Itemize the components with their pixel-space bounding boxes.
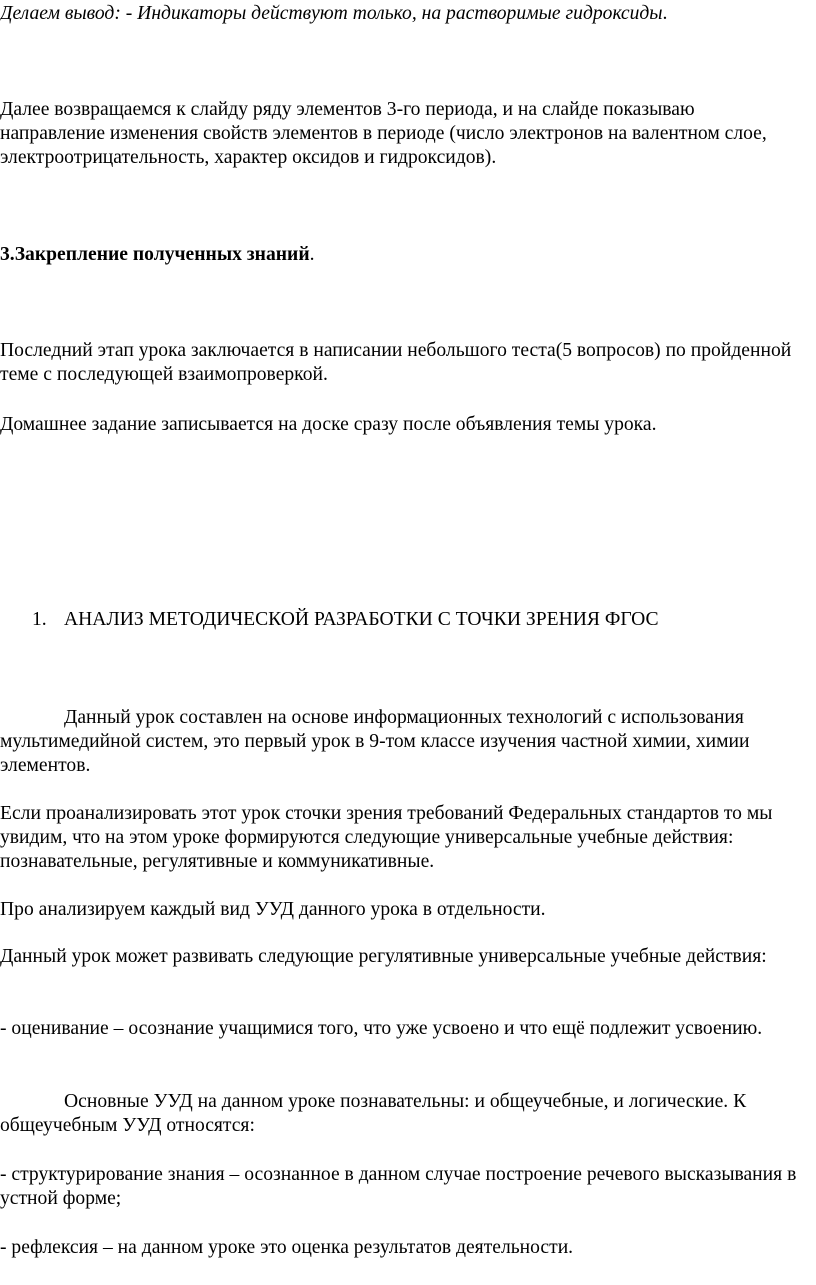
regulative-intro-paragraph: Данный урок может развивать следующие регулятивные универсальные учебные действия: bbox=[0, 946, 767, 967]
structuring-paragraph: - структурирование знания – осознанное в данном случае построение речевого высказывания в устной форме; bbox=[0, 1164, 797, 1209]
uud-analysis-paragraph: Про анализируем каждый вид УУД данного урока в отдельности. bbox=[0, 899, 546, 920]
section3-heading bbox=[0, 243, 800, 267]
evaluation-paragraph: - оценивание – осознание учащимися того, что уже усвоено и что ещё подлежит усвоению. bbox=[0, 1018, 763, 1039]
lesson-basis-paragraph: Данный урок составлен на основе информационных технологий с использования мультимедийной систем, это первый урок в 9-том классе изучения частной химии, химии элементов. bbox=[0, 707, 750, 776]
fgos-analysis-paragraph: Если проанализировать этот урок сточки зрения требований Федеральных стандартов то мы увидим, что на этом уроке формируются следующие универсальные учебные действия: познавательные, регулятивные и коммуникативные. bbox=[0, 803, 773, 872]
homework-paragraph: Домашнее задание записывается на доске сразу после объявления темы урока. bbox=[0, 414, 657, 435]
last-stage-paragraph: Последний этап урока заключается в написании небольшого теста(5 вопросов) по пройденной теме с последующей взаимопроверкой. bbox=[0, 340, 792, 385]
analysis-title: АНАЛИЗ МЕТОДИЧЕСКОЙ РАЗРАБОТКИ С ТОЧКИ ЗРЕНИЯ ФГОС bbox=[64, 609, 659, 630]
conclusion-paragraph bbox=[0, 2, 800, 26]
reflection-paragraph: - рефлексия – на данном уроке это оценка результатов деятельности. bbox=[0, 1237, 574, 1258]
section3-title-period: . bbox=[309, 244, 315, 265]
conclusion-text: Делаем вывод: - Индикаторы действуют только, на растворимые гидроксиды bbox=[0, 3, 663, 24]
cognitive-intro-paragraph: Основные УУД на данном уроке познавательны: и общеучебные, и логические. К общеучебным УУД относятся: bbox=[0, 1091, 747, 1136]
analysis-number: 1. bbox=[32, 609, 47, 630]
analysis-heading bbox=[0, 608, 800, 632]
return-paragraph: Далее возвращаемся к слайду ряду элементов 3-го периода, и на слайде показываю направление изменения свойств элементов в периоде (число электронов на валентном слое, электроотрицательность, характер оксидов и гидроксидов). bbox=[0, 99, 767, 168]
section3-title: 3.Закрепление полученных знаний bbox=[0, 244, 310, 265]
conclusion-period: . bbox=[662, 3, 668, 24]
